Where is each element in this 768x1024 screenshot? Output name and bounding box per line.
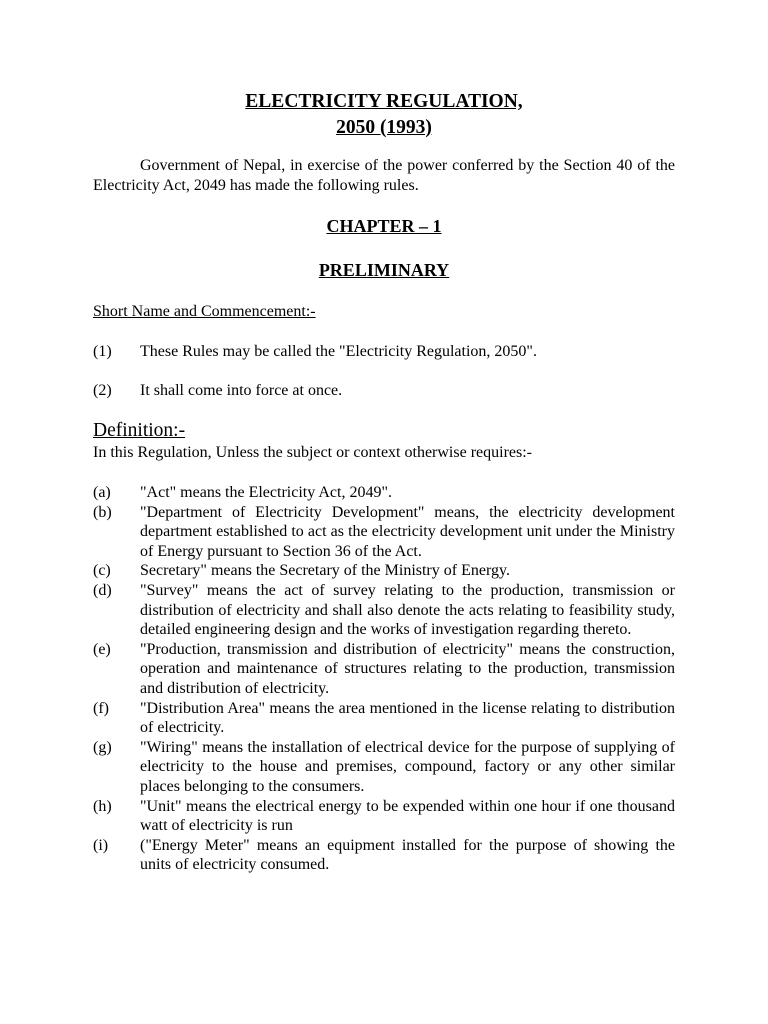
definition-item (93, 738, 675, 797)
definition-heading: Definition:- (93, 420, 186, 441)
definition-label: (i) (93, 836, 109, 854)
definition-item (93, 561, 675, 581)
definition-list (93, 483, 675, 875)
rule-text: These Rules may be called the "Electricity Regulation, 2050". (140, 343, 537, 360)
definition-text: "Production, transmission and distribution of electricity" means the construction, operation and maintenance of structures relating to the production, transmission and distribution of electricity. (140, 640, 675, 697)
rule-number: (1) (93, 343, 112, 360)
definition-item (93, 483, 675, 503)
definition-text: "Survey" means the act of survey relating to the production, transmission or distribution of electricity and shall also denote the acts relating to feasibility study, detailed engineering design and the works of investigation regarding thereto. (140, 581, 675, 639)
short-name-heading: Short Name and Commencement:- (93, 303, 316, 320)
definition-text: "Distribution Area" means the area mentioned in the license relating to distribution of electricity. (140, 699, 675, 737)
definition-item (93, 836, 675, 875)
section-heading: PRELIMINARY (318, 260, 450, 280)
rule-item (93, 342, 675, 362)
definition-item (93, 581, 675, 640)
definition-item (93, 640, 675, 699)
definition-text: Secretary" means the Secretary of the Ministry of Energy. (140, 562, 510, 580)
definition-item (93, 503, 675, 562)
chapter-heading: CHAPTER – 1 (326, 216, 442, 236)
definition-text: "Unit" means the electrical energy to be expended within one hour if one thousand watt of electricity is run (140, 797, 675, 835)
definition-text: "Act" means the Electricity Act, 2049". (140, 484, 392, 501)
definition-label: (g) (93, 738, 112, 756)
definition-label: (a) (93, 484, 111, 501)
definition-text: "Wiring" means the installation of electrical device for the purpose of supplying of electricity to the house and premises, compound, factory or any other similar places belonging to the consumers. (140, 738, 675, 795)
definition-intro: In this Regulation, Unless the subject or context otherwise requires:- (93, 444, 533, 461)
definition-label: (e) (93, 640, 111, 658)
definition-label: (c) (93, 562, 111, 580)
rule-item (93, 381, 675, 401)
title-line-2: 2050 (1993) (336, 117, 432, 138)
definition-text: "Department of Electricity Development" means, the electricity development department established to act as the electricity development unit under the Ministry of Energy pursuant to Section 36 of the Act. (140, 503, 675, 560)
definition-label: (d) (93, 581, 112, 599)
definition-item (93, 699, 675, 738)
definition-label: (h) (93, 797, 112, 815)
definition-label: (f) (93, 699, 109, 717)
definition-item (93, 797, 675, 836)
intro-paragraph: Government of Nepal, in exercise of the power conferred by the Section 40 of the Electricity Act, 2049 has made the following rules. (93, 157, 675, 194)
document-title (0, 89, 768, 141)
definition-text: ("Energy Meter" means an equipment installed for the purpose of showing the units of electricity consumed. (140, 836, 675, 874)
title-line-1: ELECTRICITY REGULATION, (245, 91, 523, 112)
rule-text: It shall come into force at once. (140, 382, 343, 399)
definition-label: (b) (93, 503, 112, 521)
rule-number: (2) (93, 382, 112, 399)
